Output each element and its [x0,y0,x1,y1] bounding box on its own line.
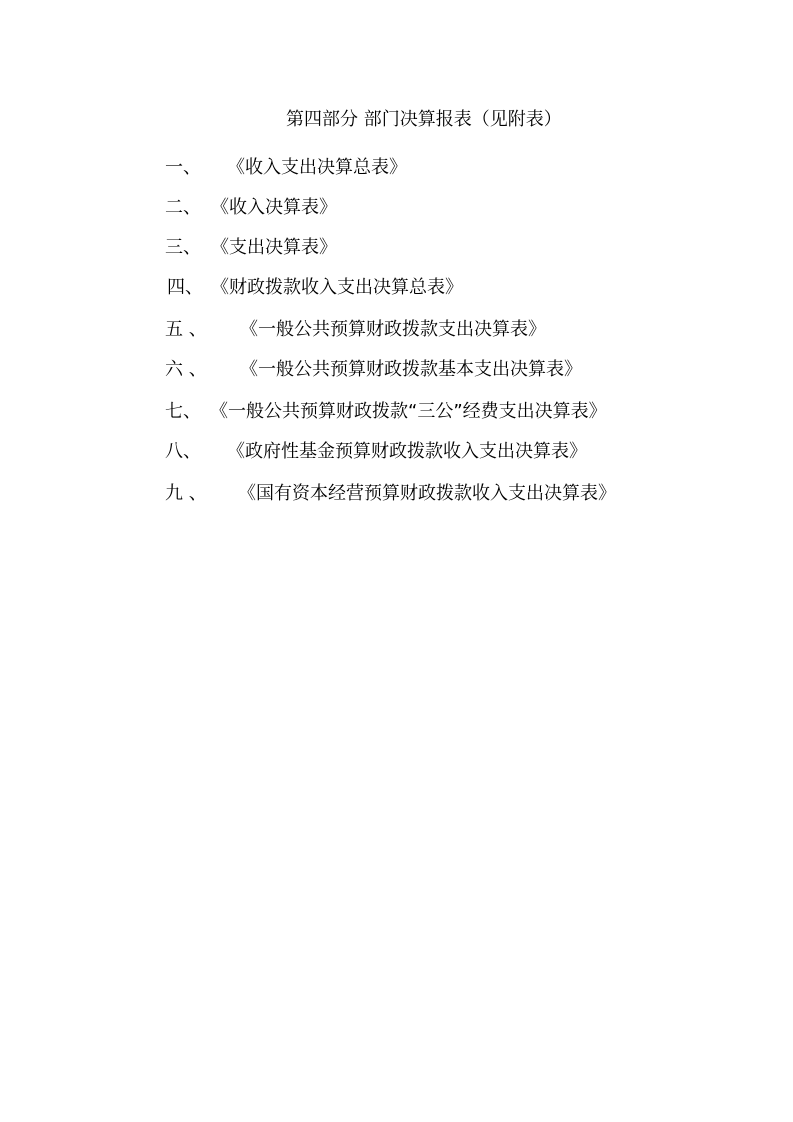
item-text: 《支出决算表》 [211,237,337,258]
item-number: 二、 [165,197,201,218]
list-item [165,440,587,464]
item-text: 《政府性基金预算财政拨款收入支出决算表》 [227,441,587,462]
list-item [167,276,463,300]
list-item [165,482,616,506]
item-text: 《国有资本经营预算财政拨款收入支出决算表》 [238,483,616,504]
list-item [165,236,337,260]
item-number: 六 、 [165,359,207,380]
list-item [165,358,582,382]
item-number: 七、 [165,401,201,422]
item-number: 一、 [165,157,201,178]
item-text: 《收入支出决算总表》 [227,157,407,178]
item-text: 《一般公共预算财政拨款支出决算表》 [240,319,546,340]
item-number: 九 、 [165,483,207,504]
item-text: 《财政拨款收入支出决算总表》 [211,277,463,298]
item-number: 三、 [165,237,201,258]
item-number: 五 、 [165,319,207,340]
list-item [165,196,337,220]
list-item [165,156,407,180]
item-text: 《收入决算表》 [211,197,337,218]
list-item [165,400,607,424]
item-number: 四、 [167,277,203,298]
page-title: 第四部分 部门决算报表（见附表） [286,109,562,130]
list-item [165,318,546,342]
item-number: 八、 [165,441,201,462]
item-text: 《一般公共预算财政拨款基本支出决算表》 [240,359,582,380]
item-text: 《一般公共预算财政拨款“三公”经费支出决算表》 [210,401,607,422]
